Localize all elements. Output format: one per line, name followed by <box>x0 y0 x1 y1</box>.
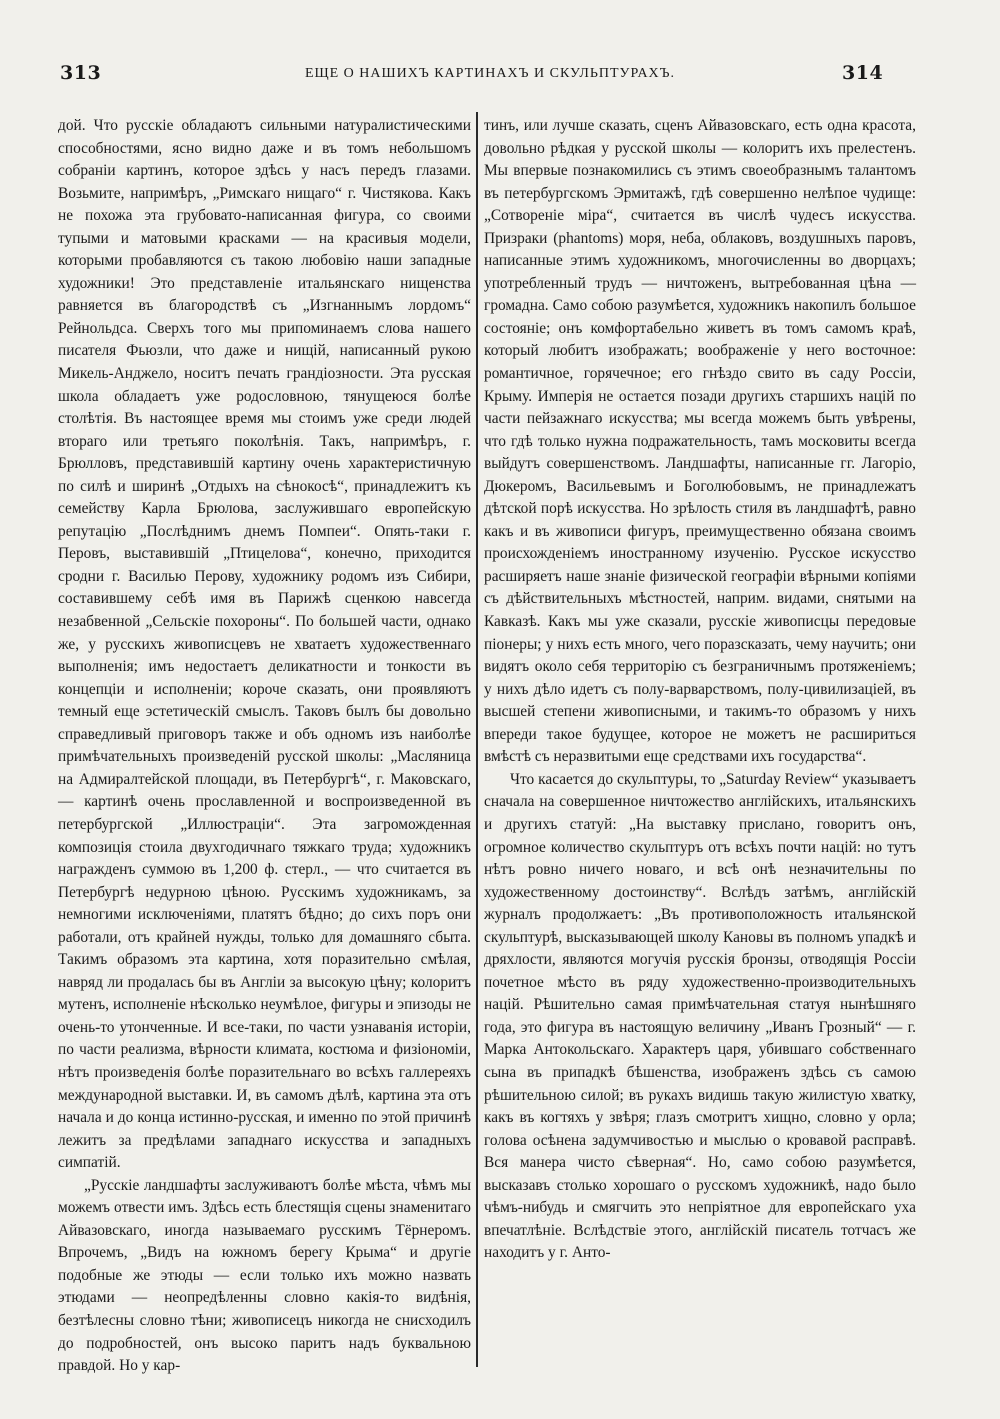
page-header <box>0 62 1000 92</box>
column-divider <box>476 112 478 1367</box>
right-column <box>484 115 916 1265</box>
paragraph: „Русскіе ландшафты заслуживаютъ болѣе мѣста, чѣмъ мы можемъ отвести имъ. Здѣсь есть блестящія сцены знаменитаго Айвазовскаго, иногда называемаго русскимъ Тёрнеромъ. Впрочемъ, „Видъ на южномъ берегу Крыма“ и другіе подобные же этюды — если только ихъ можно назвать этюдами — неопредѣленны словно какія-то видѣнія, безтѣлесны словно тѣни; живописецъ никогда не снисходилъ до подробностей, онъ высоко паритъ надъ буквальною правдой. Но у кар- <box>58 1176 471 1375</box>
running-title: ЕЩЕ О НАШИХЪ КАРТИНАХЪ И СКУЛЬПТУРАХЪ. <box>304 66 676 81</box>
paragraph: дой. Что русскіе обладаютъ сильными натуралистическими способностями, ясно видно даже и въ томъ небольшомъ собраніи картинъ, которое здѣсь у насъ передъ глазами. Возьмите, напримѣръ, „Римскаго нищаго“ г. Чистякова. Какъ не похожа эта грубовато-написанная фигура, со своими тупыми и матовыми красками — на красивыя модели, которыми пробавляются съ такою любовію наши западные художники! Это представленіе итальянскаго нищенства равняется въ благородствѣ съ „Изгнаннымъ лордомъ“ Рейнольдса. Сверхъ того мы припоминаемъ слова нашего писателя Фьюзли, что даже и нищій, написанный рукою Микель-Анджело, носитъ печать грандіозности. Эта русская школа обладаетъ уже родословною, тянущеюся болѣе столѣтія. Въ настоящее время мы стоимъ уже среди людей втораго или третьяго поколѣнія. Такъ, напримѣръ, г. Брюлловъ, представившій картину очень характеристичную по силѣ и ширинѣ „Отдыхъ на сѣнокосѣ“, принадлежитъ къ семейству Карла Брюлова, заслужившаго европейскую репутацію „Послѣднимъ днемъ Помпеи“. Опять-таки г. Перовъ, выставившій „Птицелова“, конечно, приходится сродни г. Василью Перову, художнику родомъ изъ Сибири, составившему себѣ имя въ Парижѣ сценкою навсегда незабвенной „Сельскіе похороны“. По большей части, однако же, у русскихъ живописцевъ не хватаетъ художественнаго выполненія; имъ недостаетъ деликатности и тонкости въ концепціи и исполненіи; короче сказать, они проявляютъ темный еще эстетическій смыслъ. Таковъ былъ бы довольно справедливый приговоръ также и объ одномъ изъ наиболѣе примѣчательныхъ произведеній русской школы: „Масляница на Адмиралтейской площади, въ Петербургѣ“, г. Маковскаго, — картинѣ очень прославленной и воспроизведенной въ петербургской „Иллюстраціи“. Эта загроможденная композиція стоила двухгодичнаго тяжкаго труда; художникъ награжденъ суммою въ 1,200 ф. стерл., — что считается въ Петербургѣ недурною цѣною. Русскимъ художникамъ, за немногими исключеніями, платятъ бѣдно; до сихъ поръ они работали, отъ крайней нужды, только для домашняго сбыта. Такимъ образомъ эта картина, хотя поразительно смѣлая, навряд ли продалась бы въ Англіи за высокую цѣну; колоритъ мутенъ, исполненіе нѣсколько неумѣлое, фигуры и эпизоды не очень-то утонченные. И все-таки, по части узнаванія исторіи, по части реализма, вѣрности климата, костюма и физіономіи, нѣтъ произведенія болѣе поразительнаго во всѣхъ галлереяхъ международной выставки. И, въ самомъ дѣлѣ, картина эта отъ начала и до конца истинно-русская, и именно по этой причинѣ лежитъ за предѣлами западнаго искусства и западныхъ симпатій. <box>58 117 471 1172</box>
left-column <box>58 115 471 1378</box>
left-page-number: 313 <box>60 62 102 84</box>
right-page-number: 314 <box>842 62 884 84</box>
paragraph: Что касается до скульптуры, то „Saturday Review“ указываетъ сначала на совершенное ничтожество англійскихъ, итальянскихъ и другихъ статуй: „На выставку прислано, говоритъ онъ, огромное количество скульптуръ отъ всѣхъ почти націй: но тутъ нѣтъ ровно ничего новаго, и всѣ онѣ незначительны по художественному достоинству“. Вслѣдъ затѣмъ, англійскій журналъ продолжаетъ: „Въ противоположность итальянской скульптурѣ, высказывающей школу Кановы въ полномъ упадкѣ и дряхлости, являются могучія русскія бронзы, отводящія Россіи почетное мѣсто въ ряду художественно-производительныхъ націй. Рѣшительно самая примѣчательная статуя нынѣшняго года, это фигура въ настоящую величину „Иванъ Грозный“ — г. Марка Антокольскаго. Характеръ царя, убившаго собственнаго сына въ припадкѣ бѣшенства, изображенъ здѣсь съ самою рѣшительною силой; въ рукахъ видишь такую жилистую хватку, какъ въ когтяхъ у звѣря; глазъ смотритъ хищно, словно у орла; голова осѣнена задумчивостью и мыслью о кровавой расправѣ. Вся манера чисто сѣверная“. Но, само собою разумѣется, высказавъ столько хорошаго о русскомъ художникѣ, надо было чѣмъ-нибудь и смягчить это непріятное для европейскаго уха впечатлѣніе. Вслѣдствіе этого, англійскій писатель тотчасъ же находитъ у г. Анто- <box>484 770 916 1262</box>
paragraph: тинъ, или лучше сказать, сценъ Айвазовскаго, есть одна красота, довольно рѣдкая у русской школы — колоритъ ихъ прелестенъ. Мы впервые познакомились съ этимъ своеобразнымъ талантомъ въ петербургскомъ Эрмитажѣ, гдѣ совершенно нелѣпое чудище: „Сотвореніе міра“, считается въ числѣ чудесъ искусства. Призраки (phantoms) моря, неба, облаковъ, воздушныхъ паровъ, написанные этимъ художникомъ, многочисленны во дворцахъ; употребленный трудъ — ничтоженъ, вытребованная цѣна — громадна. Само собою разумѣется, художникъ накопилъ большое состояніе; онъ комфортабельно живетъ въ томъ самомъ краѣ, который любитъ изображать; воображеніе у него восточное: романтичное, горячечное; его гнѣздо свито въ саду Россіи, Крыму. Имперія не остается позади другихъ старшихъ націй по части пейзажнаго искусства; мы всегда можемъ быть увѣрены, что гдѣ только нужна подражательность, тамъ московиты всегда выйдутъ совершенствомъ. Ландшафты, написанные гг. Лагоріо, Дюкеромъ, Васильевымъ и Боголюбовымъ, не принадлежатъ дѣтской порѣ искусства. Но зрѣлость стиля въ ландшафтѣ, равно какъ и въ живописи фигуръ, преимущественно обязана своимъ происхожденіемъ иностранному изученію. Русское искусство расширяетъ наше знаніе физической географіи вѣрными копіями съ дѣйствительныхъ мѣстностей, наприм. видами, снятыми на Кавказѣ. Какъ мы уже сказали, русскіе живописцы передовые піонеры; у нихъ есть много, чего поразсказать, чему научить; они видятъ около себя территорію съ безграничнымъ протяженіемъ; у нихъ дѣло идетъ съ полу-варварствомъ, полу-цивилизаціей, въ высшей степени живописными, и такимъ-то образомъ у нихъ впереди такое будущее, которое не можетъ не расшириться вмѣстѣ съ неразвитыми еще средствами ихъ государства“. <box>484 117 916 766</box>
